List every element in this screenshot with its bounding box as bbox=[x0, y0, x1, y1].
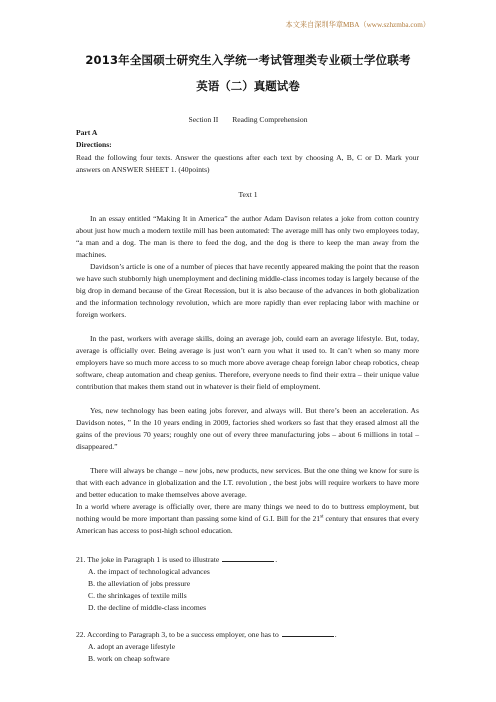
question-22-stem: 22. According to Paragraph 3, to be a success employer, one has to bbox=[76, 630, 279, 639]
answer-blank bbox=[282, 629, 334, 637]
q22-option-b: B. work on cheap software bbox=[88, 654, 170, 663]
text-label: Text 1 bbox=[238, 190, 258, 199]
directions-text: Read the following four texts. Answer the questions after each text by choosing A, B, C or D. Mark your answers on ANSWER SHEET 1. (40points) bbox=[76, 153, 419, 175]
question-21-stem: 21. The joke in Paragraph 1 is used to illustrate bbox=[76, 555, 220, 564]
paragraph-4: Yes, new technology has been eating jobs forever, and always will. But there’s been an acceleration. As Davidson notes, ” In the 10 years ending in 2009, factories shed workers so fast that they erased almost all the gains of the previous 70 years; roughly one out of every three manufacturing jobs – about 6 millions in total – disappeared.” bbox=[76, 406, 419, 452]
q21-option-a: A. the impact of technological advances bbox=[88, 567, 210, 576]
section-name: Reading Comprehension bbox=[232, 115, 308, 124]
exam-title: 2013年全国硕士研究生入学统一考试管理类专业硕士学位联考 bbox=[85, 53, 411, 67]
part-label: Part A bbox=[76, 128, 98, 137]
paragraph-2: Davidson’s article is one of a number of pieces that have recently appeared making the point that the reason we have such stubbornly high unemployment and declining middle-class incomes today is largely because of the big drop in demand because of the Great Recession, but it is also because of the advances in both globalization and the information technology revolution, which are more rapidly than ever replacing labor with machine or foreign workers. bbox=[76, 262, 419, 320]
q22-option-a: A. adopt an average lifestyle bbox=[88, 642, 176, 651]
q21-option-d: D. the decline of middle-class incomes bbox=[88, 603, 207, 612]
paragraph-1: In an essay entitled “Making It in America” the author Adam Davison relates a joke from cotton country about just how much a modern textile mill has been automated: The average mill has only two employees today, “a man and a dog. The man is there to feed the dog, and the dog is there to keep the man away from the machines. bbox=[76, 214, 419, 260]
question-22: 22. According to Paragraph 3, to be a success employer, one has to . bbox=[76, 630, 337, 639]
section-number: Section II bbox=[188, 115, 219, 124]
paragraph-6-text: In a world where average is officially over, there are many things we need to do to buttress employment, but nothing would be more important than passing some kind of G.I. Bill for the 21 bbox=[76, 502, 419, 524]
q21-option-c: C. the shrinkages of textile mills bbox=[88, 591, 187, 600]
watermark: 本文来自深圳华章MBA（www.szhzmba.com） bbox=[285, 21, 430, 29]
q21-option-b: B. the alleviation of jobs pressure bbox=[88, 579, 191, 588]
paragraph-6-end: century that ensures that every American has access to post-high school education. bbox=[76, 514, 419, 536]
paragraph-5: There will always be change – new jobs, new products, new services. But the one thing we know for sure is that with each advance in globalization and the I.T. revolution , the best jobs will require workers to have more and better education to make themselves above average. bbox=[76, 466, 419, 500]
superscript-st: st bbox=[320, 514, 324, 520]
question-21: 21. The joke in Paragraph 1 is used to illustrate . bbox=[76, 555, 278, 564]
paragraph-6 bbox=[76, 501, 419, 537]
exam-subtitle: 英语（二）真题试卷 bbox=[196, 79, 300, 93]
section-heading bbox=[0, 115, 496, 124]
directions-label: Directions: bbox=[76, 140, 112, 149]
answer-blank bbox=[222, 554, 274, 562]
paragraph-3: In the past, workers with average skills, doing an average job, could earn an average lifestyle. But, today, average is officially over. Being average is just won’t earn you what it used to. It can’t when so many more employers have so much more access to so much more above average cheap foreign labor cheap robotics, cheap software, cheap automation and cheap genius. Therefore, everyone needs to find their extra – their unique value contribution that makes them stand out in whatever is their field of employment. bbox=[76, 334, 419, 392]
